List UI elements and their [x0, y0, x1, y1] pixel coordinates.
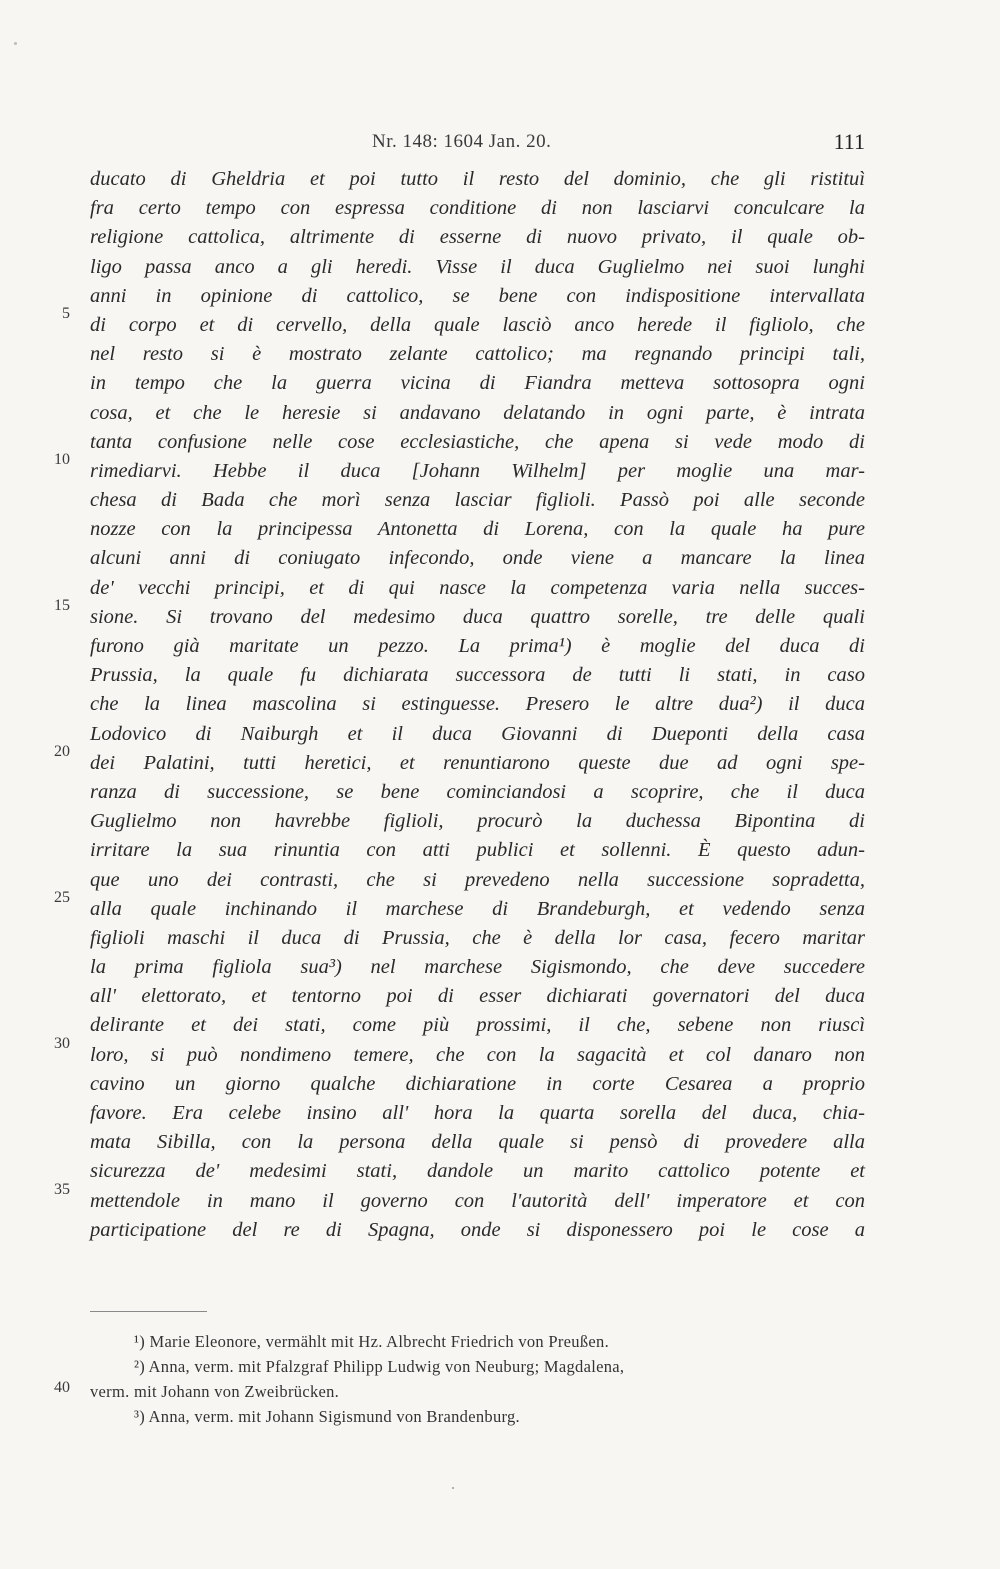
text-line: delirante et dei stati, come più prossimi, il che, sebene non riuscì	[90, 1014, 865, 1037]
page-number: 111	[833, 129, 865, 154]
text-line: ducato di Gheldria et poi tutto il resto del dominio, che gli ristituì	[90, 168, 865, 190]
text-line: fra certo tempo con espressa conditione di non lasciarvi conculcare la	[90, 197, 865, 220]
footnote-2: ²) Anna, verm. mit Pfalzgraf Philipp Ludwig von Neuburg; Magdalena,	[134, 1357, 625, 1376]
text-line: Guglielmo non havrebbe figlioli, procurò la duchessa Bipontina di	[90, 810, 865, 833]
line-number-5: 5	[62, 305, 70, 322]
line-number-25: 25	[54, 889, 70, 906]
footnote-2-continued: verm. mit Johann von Zweibrücken.	[90, 1382, 340, 1401]
text-line: nozze con la principessa Antonetta di Lorena, con la quale ha pure	[90, 518, 865, 541]
text-line: participatione del re di Spagna, onde si disponessero poi le cose a	[90, 1218, 865, 1241]
running-title: Nr. 148: 1604 Jan. 20.	[372, 131, 552, 152]
text-line: alla quale inchinando il marchese di Brandeburgh, et vedendo senza	[90, 897, 865, 920]
text-line: tanta confusione nelle cose ecclesiastiche, che apena si vede modo di	[90, 430, 865, 453]
footnotes	[90, 1329, 865, 1429]
footnote-divider	[90, 1311, 207, 1312]
line-number-10: 10	[54, 451, 70, 468]
text-line: ranza di successione, se bene cominciandosi a scoprire, che il duca	[90, 780, 865, 803]
text-line: religione cattolica, altrimente di esserne di nuovo privato, il quale ob-	[90, 226, 865, 249]
text-line: Lodovico di Naiburgh et il duca Giovanni di Dueponti della casa	[90, 722, 865, 745]
text-line: irritare la sua rinuntia con atti publici et sollenni. È questo adun-	[90, 839, 865, 862]
text-line: figlioli maschi il duca di Prussia, che è della lor casa, fecero maritar	[90, 926, 865, 949]
text-line: favore. Era celebe insino all' hora la quarta sorella del duca, chia-	[90, 1102, 865, 1124]
text-line: che la linea mascolina si estinguesse. Presero le altre dua²) il duca	[90, 693, 865, 716]
line-number-15: 15	[54, 597, 70, 614]
text-line: in tempo che la guerra vicina di Fiandra metteva sottosopra ogni	[90, 372, 865, 395]
text-line: sicurezza de' medesimi stati, dandole un marito cattolico potente et	[90, 1160, 865, 1183]
text-line: de' vecchi principi, et di qui nasce la competenza varia nella succes-	[90, 576, 865, 599]
text-line: cosa, et che le heresie si andavano delatando in ogni parte, è intrata	[90, 401, 865, 424]
text-line: Prussia, la quale fu dichiarata successora de tutti li stati, in caso	[90, 664, 865, 687]
text-line: sione. Si trovano del medesimo duca quattro sorelle, tre delle quali	[90, 605, 865, 628]
paper-speck	[452, 1487, 454, 1489]
text-line: di corpo et di cervello, della quale lasciò anco herede il figliolo, che	[90, 313, 865, 336]
footnote-1: ¹) Marie Eleonore, vermählt mit Hz. Albrecht Friedrich von Preußen.	[134, 1332, 609, 1351]
text-line: dei Palatini, tutti heretici, et renuntiarono queste due ad ogni spe-	[90, 751, 865, 774]
text-line: loro, si può nondimeno temere, che con la sagacità et col danaro non	[90, 1043, 865, 1066]
text-line: furono già maritate un pezzo. La prima¹) è moglie del duca di	[90, 635, 865, 657]
text-line: chesa di Bada che morì senza lasciar figlioli. Passò poi alle seconde	[90, 489, 865, 512]
text-line: nel resto si è mostrato zelante cattolico; ma regnando principi tali,	[90, 343, 865, 366]
text-line: rimediarvi. Hebbe il duca [Johann Wilhelm] per moglie una mar-	[90, 459, 865, 482]
text-line: cavino un giorno qualche dichiaratione in corte Cesarea a proprio	[90, 1072, 865, 1095]
paper-speck	[14, 42, 17, 45]
line-number-40: 40	[54, 1379, 70, 1396]
text-line: all' elettorato, et tentorno poi di esser dichiarati governatori del duca	[90, 985, 865, 1008]
line-number-30: 30	[54, 1035, 70, 1052]
text-line: alcuni anni di coniugato infecondo, onde viene a mancare la linea	[90, 547, 865, 570]
line-number-20: 20	[54, 743, 70, 760]
text-line: ligo passa anco a gli heredi. Visse il duca Guglielmo nei suoi lunghi	[90, 255, 865, 278]
text-line: mata Sibilla, con la persona della quale si pensò di provedere alla	[90, 1131, 865, 1154]
footnote-3: ³) Anna, verm. mit Johann Sigismund von Brandenburg.	[134, 1407, 520, 1426]
body-text	[90, 165, 865, 1245]
text-line: que uno dei contrasti, che si prevedeno nella successione sopradetta,	[90, 868, 865, 891]
text-line: anni in opinione di cattolico, se bene con indispositione intervallata	[90, 284, 865, 307]
text-line: mettendole in mano il governo con l'autorità dell' imperatore et con	[90, 1189, 865, 1212]
text-line: la prima figliola sua³) nel marchese Sigismondo, che deve succedere	[90, 956, 865, 979]
line-number-35: 35	[54, 1181, 70, 1198]
